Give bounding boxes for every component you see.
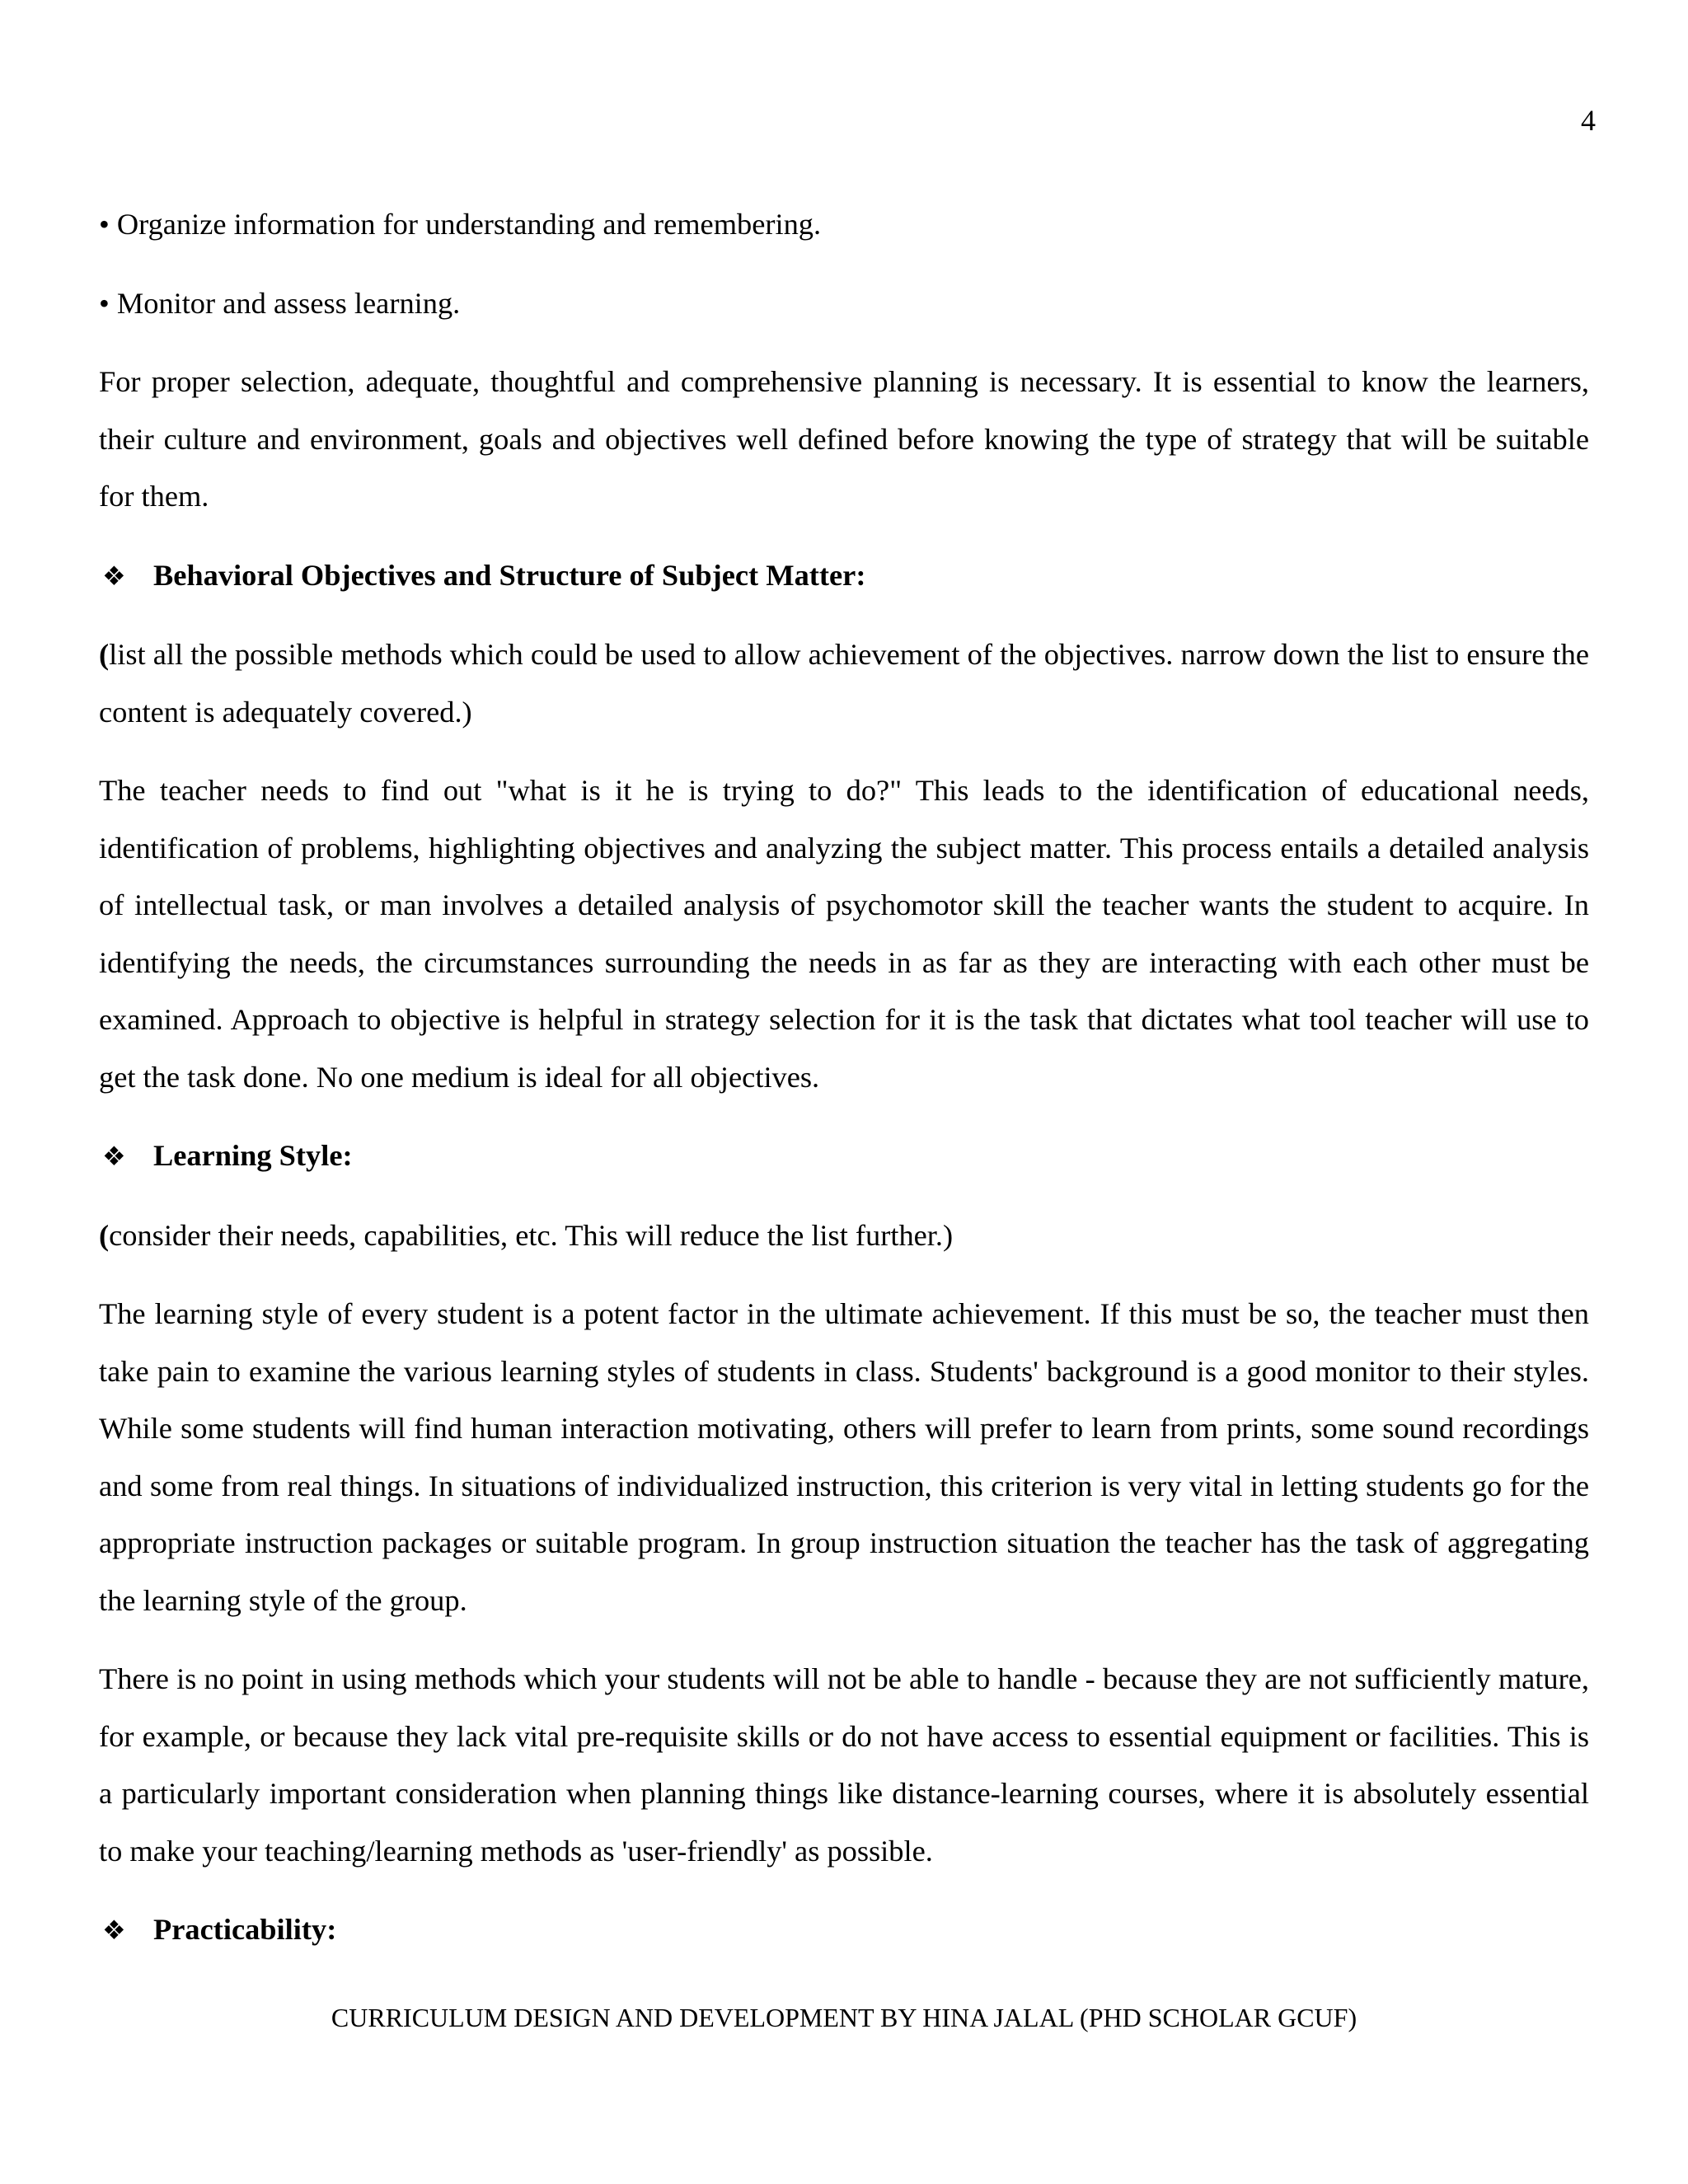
section-heading-practicability — [99, 1901, 1589, 1960]
paragraph-selection: For proper selection, adequate, thoughtful and comprehensive planning is necessary. It is essential to know the learners, their culture and environment, goals and objectives well defined before knowing the type of strategy that will be suitable for them. — [99, 365, 1589, 513]
paragraph-learning-style-2: There is no point in using methods which your students will not be able to handle - because they are not sufficiently mature, for example, or because they lack vital pre-requisite skills or do not have access to essential equipment or facilities. This is a particularly important consideration when planning things like distance-learning courses, where it is absolutely essential to make your teaching/learning methods as 'user-friendly' as possible. — [99, 1662, 1589, 1868]
heading-text: Learning Style: — [153, 1139, 353, 1172]
note-open-paren: ( — [99, 638, 110, 671]
heading-text: Behavioral Objectives and Structure of Subject Matter: — [153, 558, 866, 592]
bullet-item: • Organize information for understanding and remembering. — [99, 208, 822, 241]
section-heading-learning-style — [99, 1127, 1589, 1186]
note-text: list all the possible methods which could be used to allow achievement of the objectives. narrow down the list to ensure the content is adequately covered.) — [99, 638, 1589, 729]
diamond-bullet-icon: ❖ — [102, 1915, 126, 1945]
diamond-bullet-icon: ❖ — [102, 1141, 126, 1171]
paragraph-learning-style-1: The learning style of every student is a potent factor in the ultimate achievement. If this must be so, the teacher must then take pain to examine the various learning styles of students in class. Students' background is a good monitor to their styles. While some students will find human interaction motivating, others will prefer to learn from prints, some sound recordings and some from real things. In situations of individualized instruction, this criterion is very vital in letting students go for the appropriate instruction packages or suitable program. In group instruction situation the teacher has the task of aggregating the learning style of the group. — [99, 1297, 1589, 1617]
note-learning-style — [99, 1207, 1589, 1265]
bullet-item: • Monitor and assess learning. — [99, 286, 461, 320]
note-behavioral — [99, 626, 1589, 741]
heading-text: Practicability: — [153, 1913, 337, 1946]
document-body — [99, 196, 1589, 1981]
diamond-bullet-icon: ❖ — [102, 560, 126, 591]
note-open-paren: ( — [99, 1218, 110, 1252]
page-number: 4 — [1581, 104, 1596, 137]
page-footer: CURRICULUM DESIGN AND DEVELOPMENT BY HINA JALAL (PHD SCHOLAR GCUF) — [331, 2003, 1357, 2032]
section-heading-behavioral — [99, 547, 1589, 606]
paragraph-behavioral: The teacher needs to find out "what is it he is trying to do?" This leads to the identification of educational needs, identification of problems, highlighting objectives and analyzing the subject matter. This process entails a detailed analysis of intellectual task, or man involves a detailed analysis of psychomotor skill the teacher wants the student to acquire. In identifying the needs, the circumstances surrounding the needs in as far as they are interacting with each other must be examined. Approach to objective is helpful in strategy selection for it is the task that dictates what tool teacher will use to get the task done. No one medium is ideal for all objectives. — [99, 774, 1589, 1094]
note-text: consider their needs, capabilities, etc. This will reduce the list further.) — [109, 1218, 954, 1252]
